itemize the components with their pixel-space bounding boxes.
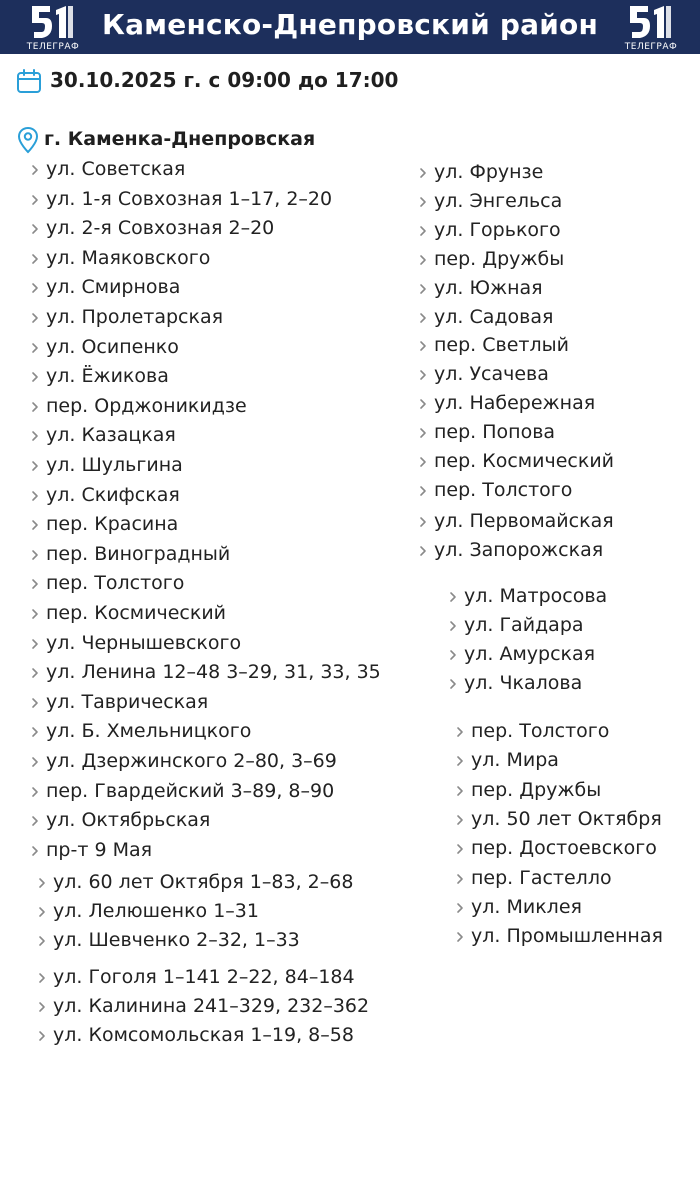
street-name: пер. Дружбы: [471, 778, 602, 801]
calendar-icon: [16, 68, 42, 94]
street-name: пер. Красина: [46, 513, 179, 536]
street-name: ул. Запорожская: [434, 539, 604, 561]
chevron-right-icon: [37, 877, 47, 889]
chevron-right-icon: [30, 519, 40, 531]
chevron-right-icon: [30, 253, 40, 265]
chevron-right-icon: [455, 931, 465, 943]
location-pin-icon: [16, 126, 40, 154]
street-name: ул. Таврическая: [46, 690, 209, 713]
street-name: пр-т 9 Мая: [46, 838, 153, 861]
chevron-right-icon: [30, 282, 40, 294]
logo-text: ТЕЛЕГРАФ: [624, 42, 678, 52]
street-name: ул. Садовая: [434, 305, 554, 328]
street-name: ул. Дзержинского 2–80, 3–69: [46, 750, 337, 772]
chevron-right-icon: [448, 649, 458, 661]
street-name: ул. 1-я Совхозная 1–17, 2–20: [46, 187, 333, 210]
street-name: пер. Гастелло: [471, 866, 612, 889]
chevron-right-icon: [418, 167, 428, 179]
street-name: пер. Космический: [434, 450, 615, 472]
chevron-right-icon: [455, 755, 465, 767]
street-name: ул. 50 лет Октября: [471, 807, 662, 830]
chevron-right-icon: [30, 223, 40, 235]
chevron-right-icon: [30, 726, 40, 738]
street-name: ул. Энгельса: [434, 189, 563, 212]
street-name: пер. Попова: [434, 421, 556, 444]
chevron-right-icon: [37, 972, 47, 984]
street-name: ул. Амурская: [464, 643, 596, 665]
chevron-right-icon: [418, 516, 428, 528]
street-name: ул. Ленина 12–48 3–29, 31, 33, 35: [46, 661, 381, 684]
street-name: ул. Гоголя 1–141 2–22, 84–184: [53, 966, 355, 988]
chevron-right-icon: [30, 549, 40, 561]
street-name: пер. Дружбы: [434, 247, 565, 270]
street-name: ул. Чкалова: [464, 672, 583, 694]
chevron-right-icon: [418, 340, 428, 352]
chevron-right-icon: [37, 935, 47, 947]
chevron-right-icon: [455, 873, 465, 885]
street-name: ул. Набережная: [434, 392, 596, 415]
chevron-right-icon: [30, 490, 40, 502]
street-name: ул. 60 лет Октября 1–83, 2–68: [53, 871, 354, 893]
street-name: ул. Комсомольская 1–19, 8–58: [53, 1024, 354, 1047]
street-name: ул. Матросова: [464, 585, 608, 607]
street-name: пер. Достоевского: [471, 837, 657, 860]
header-bar: [0, 0, 700, 54]
chevron-right-icon: [30, 756, 40, 768]
schedule-date-time: 30.10.2025 г. с 09:00 до 17:00: [50, 68, 399, 92]
chevron-right-icon: [448, 591, 458, 603]
street-name: ул. Осипенко: [46, 335, 179, 358]
telegraph-logo-right: [624, 2, 678, 52]
street-name: пер. Орджоникидзе: [46, 394, 247, 417]
chevron-right-icon: [30, 815, 40, 827]
street-name: ул. Казацкая: [46, 424, 176, 447]
chevron-right-icon: [30, 845, 40, 857]
street-name: ул. 2-я Совхозная 2–20: [46, 217, 275, 240]
street-name: ул. Гайдара: [464, 614, 584, 636]
chevron-right-icon: [448, 620, 458, 632]
chevron-right-icon: [448, 678, 458, 690]
chevron-right-icon: [455, 726, 465, 738]
region-title: Каменско-Днепровский район: [101, 8, 598, 41]
street-name: ул. Фрунзе: [434, 161, 544, 183]
chevron-right-icon: [418, 545, 428, 557]
street-name: ул. Промышленная: [471, 925, 663, 948]
chevron-right-icon: [455, 843, 465, 855]
street-name: ул. Б. Хмельницкого: [46, 720, 252, 743]
chevron-right-icon: [418, 398, 428, 410]
chevron-right-icon: [30, 578, 40, 590]
locality-name: г. Каменка-Днепровская: [44, 128, 316, 150]
street-name: ул. Октябрьская: [46, 809, 211, 832]
street-name: пер. Толстого: [471, 720, 610, 742]
chevron-right-icon: [455, 902, 465, 914]
logo-text: ТЕЛЕГРАФ: [26, 42, 80, 52]
street-name: ул. Маяковского: [46, 246, 211, 269]
street-name: пер. Гвардейский 3–89, 8–90: [46, 779, 335, 802]
street-name: ул. Миклея: [471, 895, 582, 918]
street-name: ул. Чернышевского: [46, 631, 242, 654]
chevron-right-icon: [30, 312, 40, 324]
street-name: пер. Виноградный: [46, 542, 231, 565]
chevron-right-icon: [418, 283, 428, 295]
chevron-right-icon: [30, 460, 40, 472]
street-name: ул. Пролетарская: [46, 306, 224, 328]
chevron-right-icon: [37, 1030, 47, 1042]
street-name: ул. Усачева: [434, 363, 549, 386]
chevron-right-icon: [30, 430, 40, 442]
street-name: ул. Шульгина: [46, 454, 183, 476]
street-name: пер. Космический: [46, 602, 227, 624]
chevron-right-icon: [30, 342, 40, 354]
chevron-right-icon: [418, 485, 428, 497]
street-name: пер. Толстого: [434, 478, 573, 501]
chevron-right-icon: [418, 369, 428, 381]
street-name: ул. Ёжикова: [46, 365, 169, 388]
street-name: пер. Светлый: [434, 334, 569, 357]
logo-51-icon: [626, 2, 674, 42]
chevron-right-icon: [30, 194, 40, 206]
chevron-right-icon: [37, 1001, 47, 1013]
street-name: ул. Мира: [471, 749, 559, 772]
street-name: ул. Первомайская: [434, 510, 614, 532]
street-name: ул. Шевченко 2–32, 1–33: [53, 929, 300, 952]
chevron-right-icon: [30, 667, 40, 679]
street-name: ул. Лелюшенко 1–31: [53, 900, 259, 923]
street-name: ул. Калинина 241–329, 232–362: [53, 995, 370, 1018]
chevron-right-icon: [418, 312, 428, 324]
chevron-right-icon: [418, 456, 428, 468]
chevron-right-icon: [30, 786, 40, 798]
chevron-right-icon: [455, 814, 465, 826]
chevron-right-icon: [418, 196, 428, 208]
street-name: ул. Горького: [434, 218, 561, 241]
chevron-right-icon: [455, 785, 465, 797]
chevron-right-icon: [37, 906, 47, 918]
street-name: пер. Толстого: [46, 572, 185, 595]
chevron-right-icon: [30, 697, 40, 709]
chevron-right-icon: [418, 254, 428, 266]
street-name: ул. Смирнова: [46, 276, 181, 299]
street-name: ул. Скифская: [46, 483, 180, 506]
chevron-right-icon: [418, 225, 428, 237]
chevron-right-icon: [30, 164, 40, 176]
chevron-right-icon: [30, 608, 40, 620]
chevron-right-icon: [30, 638, 40, 650]
street-name: ул. Южная: [434, 276, 543, 299]
street-name: ул. Советская: [46, 158, 186, 180]
chevron-right-icon: [30, 401, 40, 413]
chevron-right-icon: [30, 371, 40, 383]
chevron-right-icon: [418, 427, 428, 439]
